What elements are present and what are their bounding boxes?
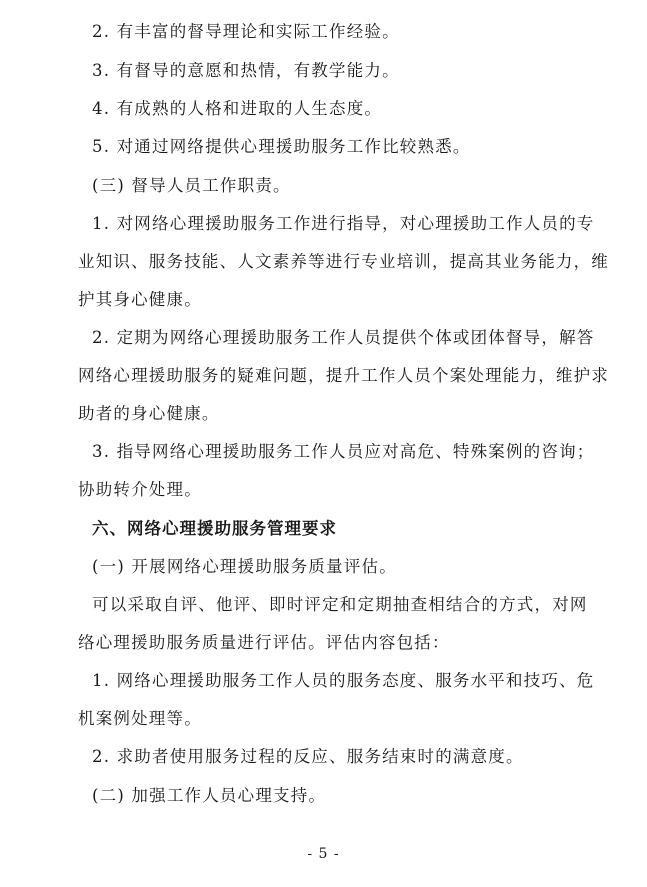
section-heading-quality-evaluation: (一) 开展网络心理援助服务质量评估。: [92, 557, 397, 576]
criteria-item-4: 4. 有成熟的人格和进取的人生态度。: [92, 99, 383, 118]
chapter-heading-management: 六、网络心理援助服务管理要求: [92, 519, 337, 538]
duty-1-line-3: 护其身心健康。: [78, 290, 202, 309]
section-heading-staff-support: (二) 加强工作人员心理支持。: [92, 786, 327, 805]
criteria-item-5: 5. 对通过网络提供心理援助服务工作比较熟悉。: [92, 137, 471, 156]
evaluation-paragraph-line-1: 可以采取自评、他评、即时评定和定期抽查相结合的方式，对网: [92, 595, 588, 614]
duty-2-line-1: 2. 定期为网络心理援助服务工作人员提供个体或团体督导，解答: [92, 328, 595, 347]
evaluation-item-2: 2. 求助者使用服务过程的反应、服务结束时的满意度。: [92, 747, 524, 766]
duty-2-line-2: 网络心理援助服务的疑难问题，提升工作人员个案处理能力，维护求: [78, 366, 609, 385]
duty-1-line-2: 业知识、服务技能、人文素养等进行专业培训，提高其业务能力，维: [78, 252, 609, 271]
page-number: - 5 -: [307, 846, 340, 862]
evaluation-item-1-line-2: 机案例处理等。: [78, 709, 202, 728]
criteria-item-3: 3. 有督导的意愿和热情，有教学能力。: [92, 61, 400, 80]
section-heading-supervisor-duties: (三) 督导人员工作职责。: [92, 176, 291, 195]
duty-2-line-3: 助者的身心健康。: [78, 404, 220, 423]
duty-3-line-2: 协助转介处理。: [78, 480, 202, 499]
evaluation-item-1-line-1: 1. 网络心理援助服务工作人员的服务态度、服务水平和技巧、危: [92, 671, 595, 690]
evaluation-paragraph-line-2: 络心理援助服务质量进行评估。评估内容包括：: [78, 633, 450, 652]
duty-1-line-1: 1. 对网络心理援助服务工作进行指导，对心理援助工作人员的专: [92, 214, 595, 233]
duty-3-line-1: 3. 指导网络心理援助服务工作人员应对高危、特殊案例的咨询；: [92, 442, 595, 461]
criteria-item-2: 2. 有丰富的督导理论和实际工作经验。: [92, 22, 400, 41]
